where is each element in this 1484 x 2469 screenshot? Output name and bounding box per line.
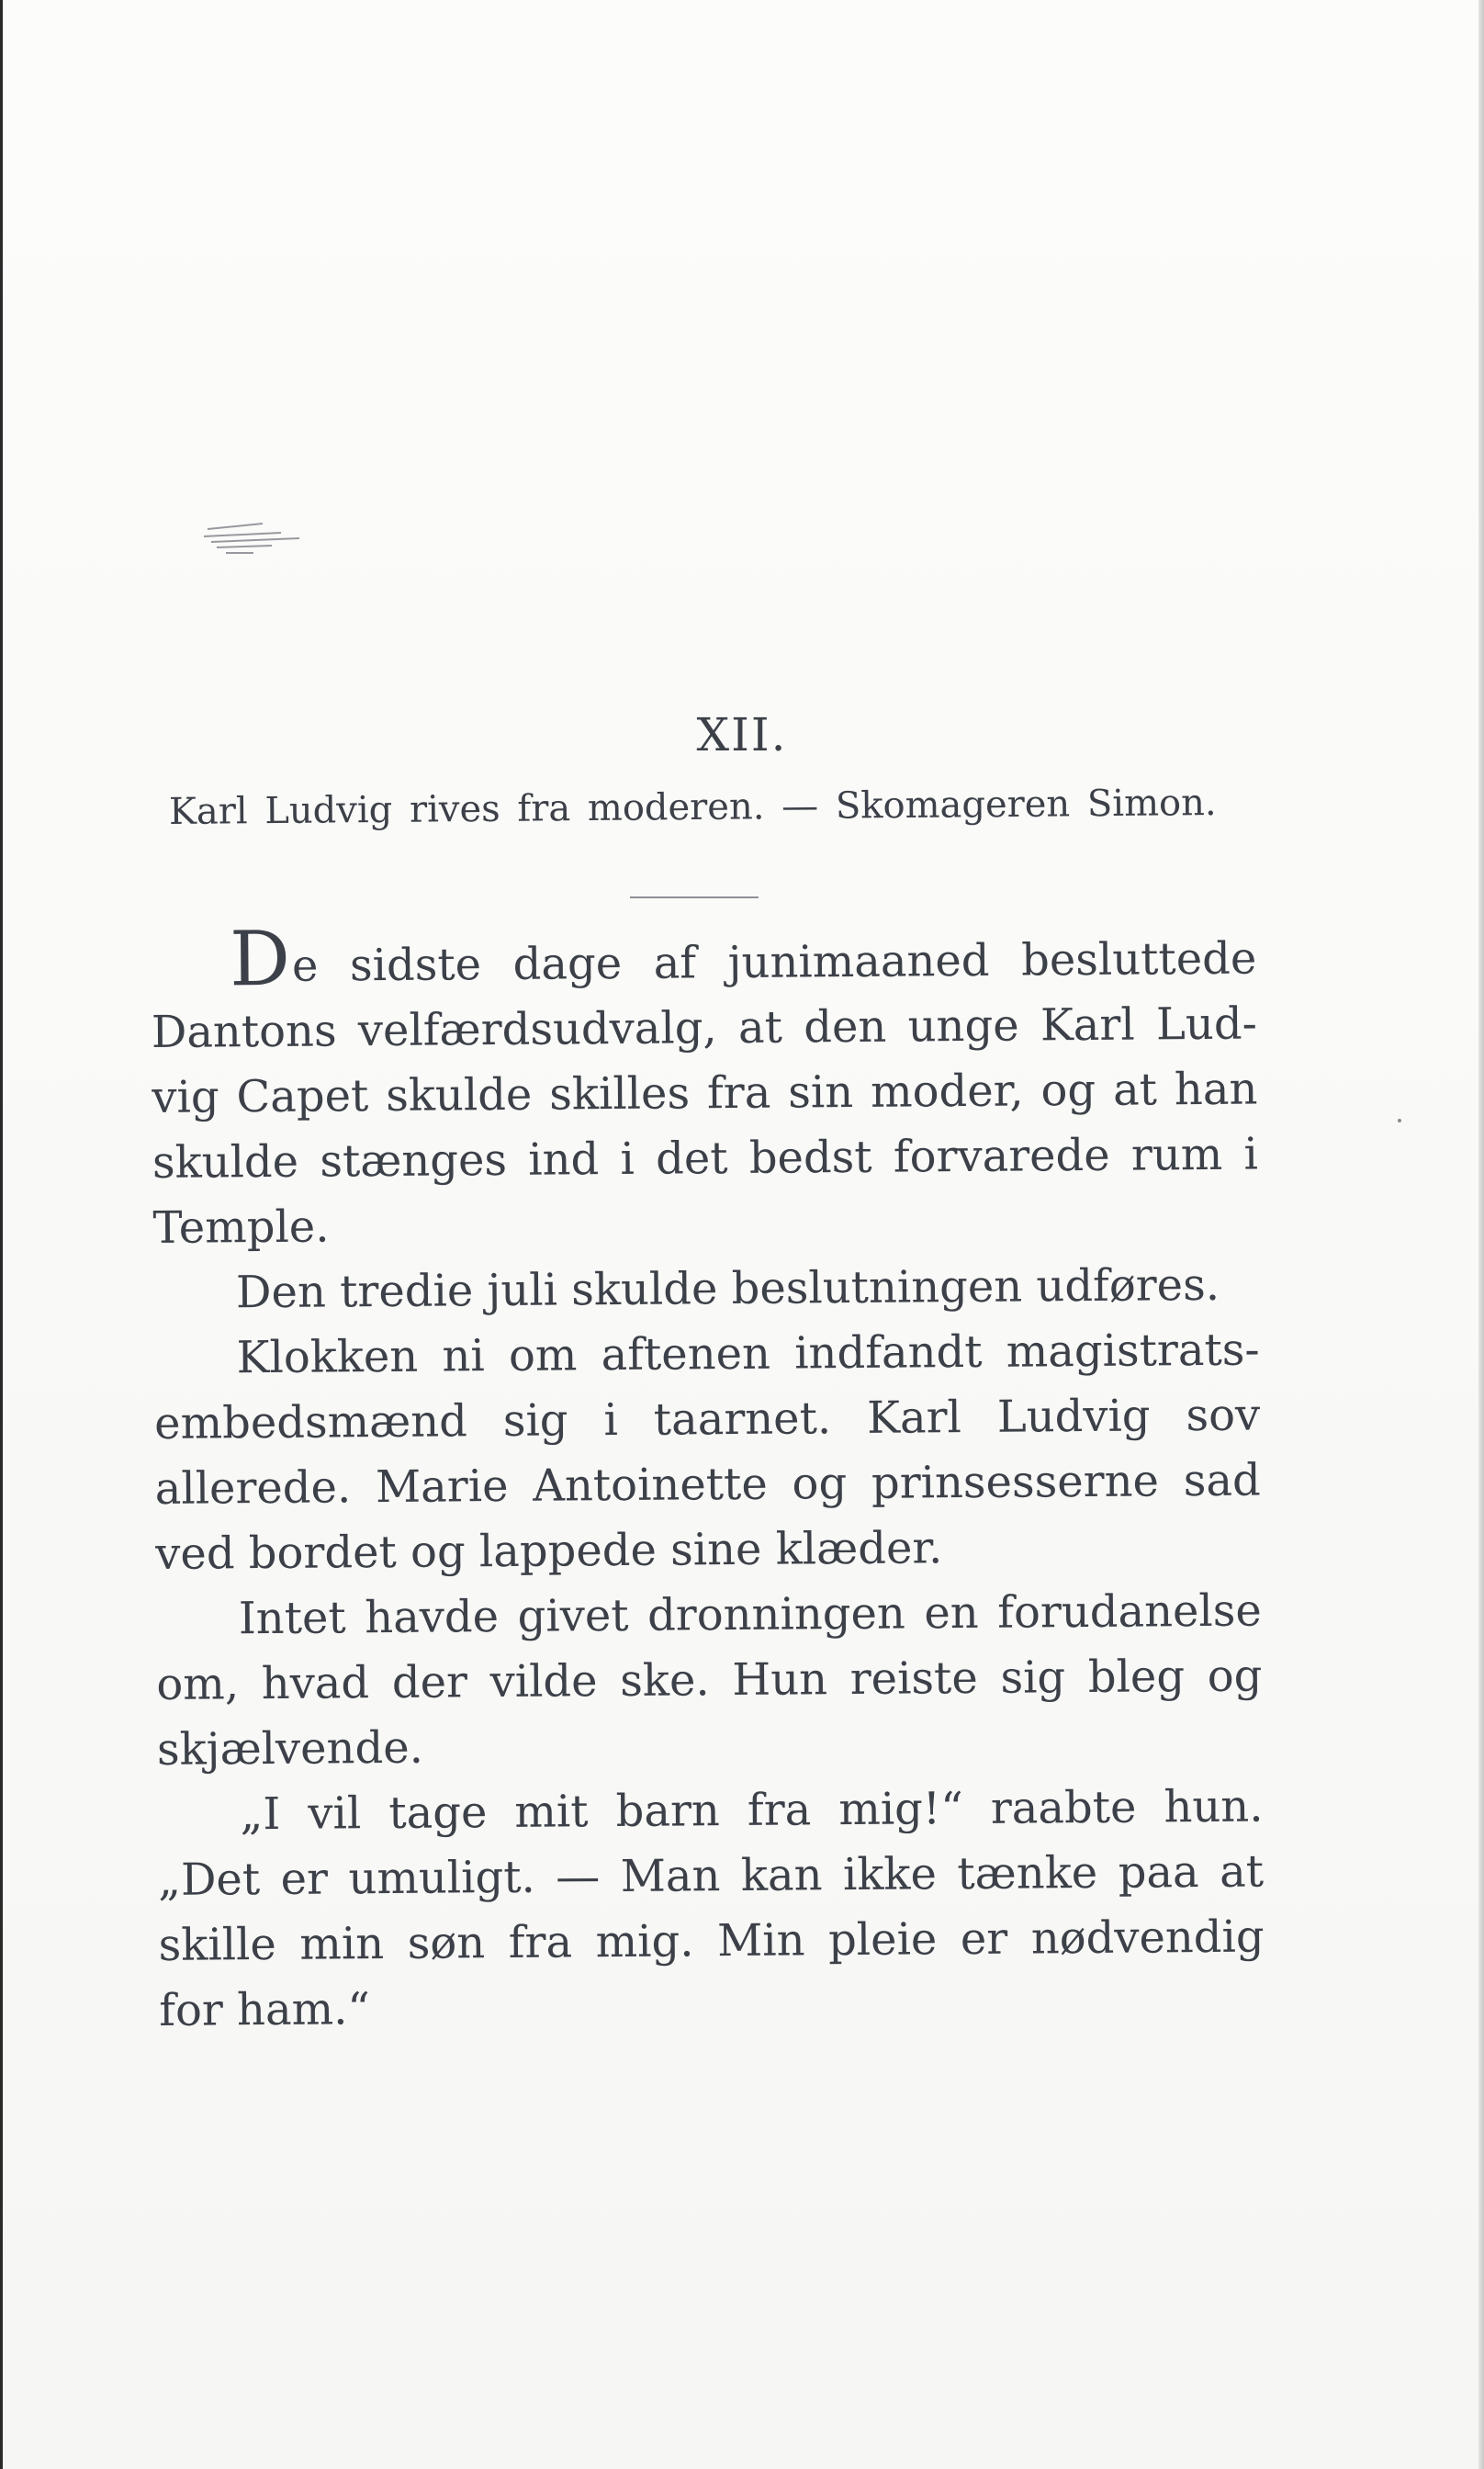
- title-rule: [630, 896, 759, 898]
- scan-edge-left: [0, 0, 3, 2469]
- paragraph-2: Den tredie juli skulde beslutningen udføres.: [235, 1258, 1220, 1319]
- paragraph-5: „I vil tage mit barn fra mig!“ raabte hun. „Det er umuligt. — Man kan ikke tænke paa at skille min søn fra mig. Min pleie er nødvendig for ham.“: [157, 1780, 1265, 2036]
- paragraph-1-text: e sidste dage af junimaaned besluttede Dantons velfærdsudvalg, at den unge Karl Ludvig Capet skulde skilles fra sin moder, og at han skulde stænges ind i det bedst forvarede rum i Temple.: [151, 932, 1259, 1254]
- drop-cap: D: [229, 915, 291, 1004]
- paragraph-4: Intet havde givet dronningen en forudanelse om, hvad der vilde ske. Hun reiste sig bleg og skjælvende.: [156, 1584, 1263, 1776]
- chapter-title: Karl Ludvig rives fra moderen. — Skomageren Simon.: [168, 782, 1217, 833]
- chapter-number: XII.: [696, 708, 788, 761]
- paragraph-3: Klokken ni om aftenen indfandt magistratsembedsmænd sig i taarnet. Karl Ludvig sov allerede. Marie Antoinette og prinsesserne sad ved bordet og lappede sine klæder.: [153, 1324, 1261, 1580]
- ink-smudge: [198, 511, 327, 566]
- scan-edge-right: [1478, 0, 1484, 2469]
- paragraph-1: [151, 915, 1259, 1261]
- chapter-body: [151, 915, 1265, 2044]
- scan-speck: [1398, 1119, 1401, 1122]
